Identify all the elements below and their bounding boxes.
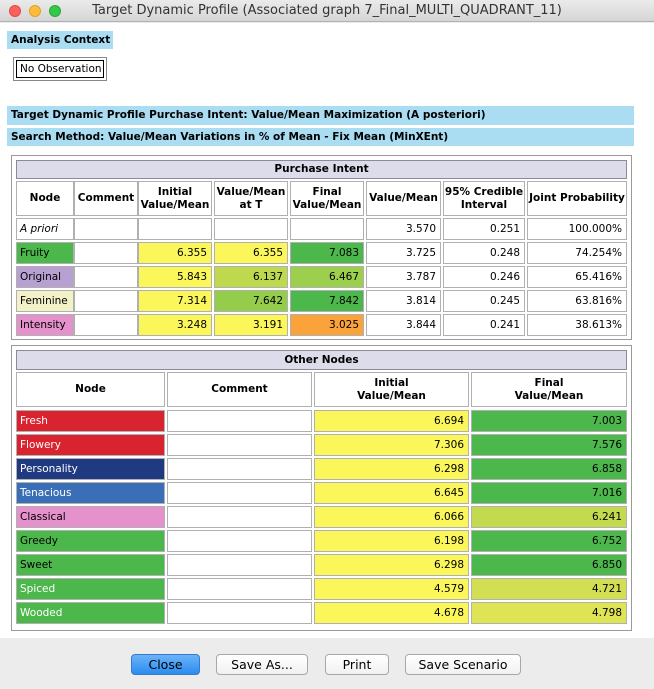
window-titlebar — [0, 0, 654, 22]
node-cell: A priori — [16, 218, 74, 240]
value-cell: 7.306 — [314, 434, 469, 456]
comment-field[interactable] — [167, 482, 312, 504]
col-header-node: Node — [16, 181, 74, 216]
value-cell — [138, 218, 212, 240]
node-cell: Sweet — [16, 554, 165, 576]
comment-field[interactable] — [167, 530, 312, 552]
window-controls — [9, 5, 61, 17]
value-cell: 6.241 — [471, 506, 627, 528]
node-cell: Original — [16, 266, 74, 288]
value-cell: 6.137 — [214, 266, 288, 288]
value-cell: 0.248 — [443, 242, 525, 264]
print-button[interactable]: Print — [325, 654, 389, 675]
value-cell: 7.003 — [471, 410, 627, 432]
value-cell: 6.858 — [471, 458, 627, 480]
save-as-button[interactable]: Save As... — [216, 654, 308, 675]
col-header-joint: Joint Probability — [527, 181, 627, 216]
col-header-interval: 95% Credible Interval — [443, 181, 525, 216]
value-cell: 6.467 — [290, 266, 364, 288]
comment-field[interactable] — [167, 602, 312, 624]
value-cell: 0.241 — [443, 314, 525, 336]
value-cell: 38.613% — [527, 314, 627, 336]
col-header-initial: Initial Value/Mean — [314, 372, 469, 407]
dialog-footer — [0, 638, 654, 689]
value-cell: 6.298 — [314, 554, 469, 576]
value-cell: 63.816% — [527, 290, 627, 312]
col-header-value-mean: Value/Mean — [366, 181, 441, 216]
comment-field[interactable] — [167, 554, 312, 576]
node-cell: Spiced — [16, 578, 165, 600]
value-cell — [214, 218, 288, 240]
close-window-icon[interactable] — [9, 5, 21, 17]
col-header-final: Final Value/Mean — [471, 372, 627, 407]
value-cell: 65.416% — [527, 266, 627, 288]
comment-field[interactable] — [74, 314, 138, 336]
node-cell: Tenacious — [16, 482, 165, 504]
value-cell: 3.725 — [366, 242, 441, 264]
col-header-at-t: Value/Mean at T — [214, 181, 288, 216]
value-cell: 74.254% — [527, 242, 627, 264]
value-cell: 3.844 — [366, 314, 441, 336]
value-cell: 3.814 — [366, 290, 441, 312]
node-cell: Feminine — [16, 290, 74, 312]
value-cell: 7.576 — [471, 434, 627, 456]
close-button[interactable]: Close — [131, 654, 200, 675]
analysis-context-label: Analysis Context — [7, 31, 113, 49]
value-cell: 3.191 — [214, 314, 288, 336]
comment-field[interactable] — [74, 290, 138, 312]
value-cell: 6.355 — [138, 242, 212, 264]
value-cell: 3.570 — [366, 218, 441, 240]
minimize-window-icon[interactable] — [29, 5, 41, 17]
value-cell: 4.721 — [471, 578, 627, 600]
comment-field[interactable] — [167, 410, 312, 432]
value-cell: 100.000% — [527, 218, 627, 240]
value-cell — [290, 218, 364, 240]
value-cell: 0.251 — [443, 218, 525, 240]
value-cell: 7.842 — [290, 290, 364, 312]
value-cell: 4.678 — [314, 602, 469, 624]
other-nodes-panel — [11, 345, 632, 631]
col-header-comment: Comment — [74, 181, 138, 216]
value-cell: 6.694 — [314, 410, 469, 432]
search-method-label: Search Method: Value/Mean Variations in % of Mean - Fix Mean (MinXEnt) — [7, 128, 634, 146]
purchase-intent-title: Purchase Intent — [16, 160, 627, 179]
value-cell: 6.298 — [314, 458, 469, 480]
target-profile-label: Target Dynamic Profile Purchase Intent: Value/Mean Maximization (A posteriori) — [7, 106, 634, 125]
col-header-initial: Initial Value/Mean — [138, 181, 212, 216]
node-cell: Classical — [16, 506, 165, 528]
comment-field[interactable] — [167, 434, 312, 456]
node-cell: Fresh — [16, 410, 165, 432]
dialog-content — [0, 23, 654, 638]
value-cell: 7.314 — [138, 290, 212, 312]
value-cell: 5.843 — [138, 266, 212, 288]
value-cell: 3.787 — [366, 266, 441, 288]
node-cell: Wooded — [16, 602, 165, 624]
value-cell: 4.798 — [471, 602, 627, 624]
comment-field[interactable] — [167, 578, 312, 600]
node-cell: Flowery — [16, 434, 165, 456]
value-cell: 0.246 — [443, 266, 525, 288]
value-cell: 7.016 — [471, 482, 627, 504]
value-cell: 3.248 — [138, 314, 212, 336]
observation-value: No Observation — [16, 60, 104, 78]
col-header-final: Final Value/Mean — [290, 181, 364, 216]
col-header-node: Node — [16, 372, 165, 407]
value-cell: 6.645 — [314, 482, 469, 504]
comment-field[interactable] — [167, 506, 312, 528]
value-cell: 7.642 — [214, 290, 288, 312]
node-cell: Greedy — [16, 530, 165, 552]
node-cell: Fruity — [16, 242, 74, 264]
comment-field[interactable] — [74, 242, 138, 264]
col-header-comment: Comment — [167, 372, 312, 407]
window-title: Target Dynamic Profile (Associated graph 7_Final_MULTI_QUADRANT_11) — [92, 3, 562, 18]
value-cell: 6.355 — [214, 242, 288, 264]
comment-field[interactable] — [74, 266, 138, 288]
value-cell: 6.752 — [471, 530, 627, 552]
other-nodes-title: Other Nodes — [16, 350, 627, 370]
value-cell: 6.850 — [471, 554, 627, 576]
purchase-intent-panel — [11, 155, 632, 340]
value-cell: 6.198 — [314, 530, 469, 552]
zoom-window-icon[interactable] — [49, 5, 61, 17]
value-cell: 0.245 — [443, 290, 525, 312]
node-cell: Intensity — [16, 314, 74, 336]
value-cell: 6.066 — [314, 506, 469, 528]
save-scenario-button[interactable]: Save Scenario — [405, 654, 521, 675]
node-cell: Personality — [16, 458, 165, 480]
comment-field[interactable] — [167, 458, 312, 480]
value-cell: 3.025 — [290, 314, 364, 336]
observation-box — [13, 57, 107, 81]
comment-field[interactable] — [74, 218, 138, 240]
value-cell: 7.083 — [290, 242, 364, 264]
value-cell: 4.579 — [314, 578, 469, 600]
